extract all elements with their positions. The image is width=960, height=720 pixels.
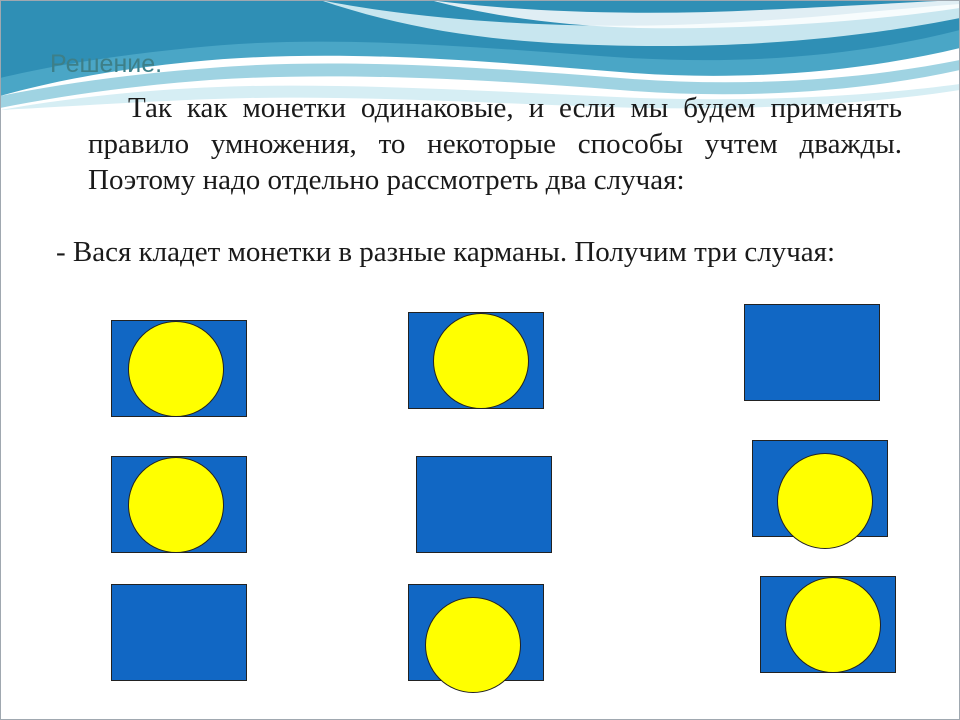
slide-title: Решение. [50,50,163,78]
intro-paragraph: Так как монетки одинаковые, и если мы будем применять правило умножения, то некоторые способы учтем дважды. Поэтому надо отдельно рассмотреть два случая: [88,92,902,196]
case-paragraph: - Вася кладет монетки в разные карманы. Получим три случая: [56,236,836,268]
